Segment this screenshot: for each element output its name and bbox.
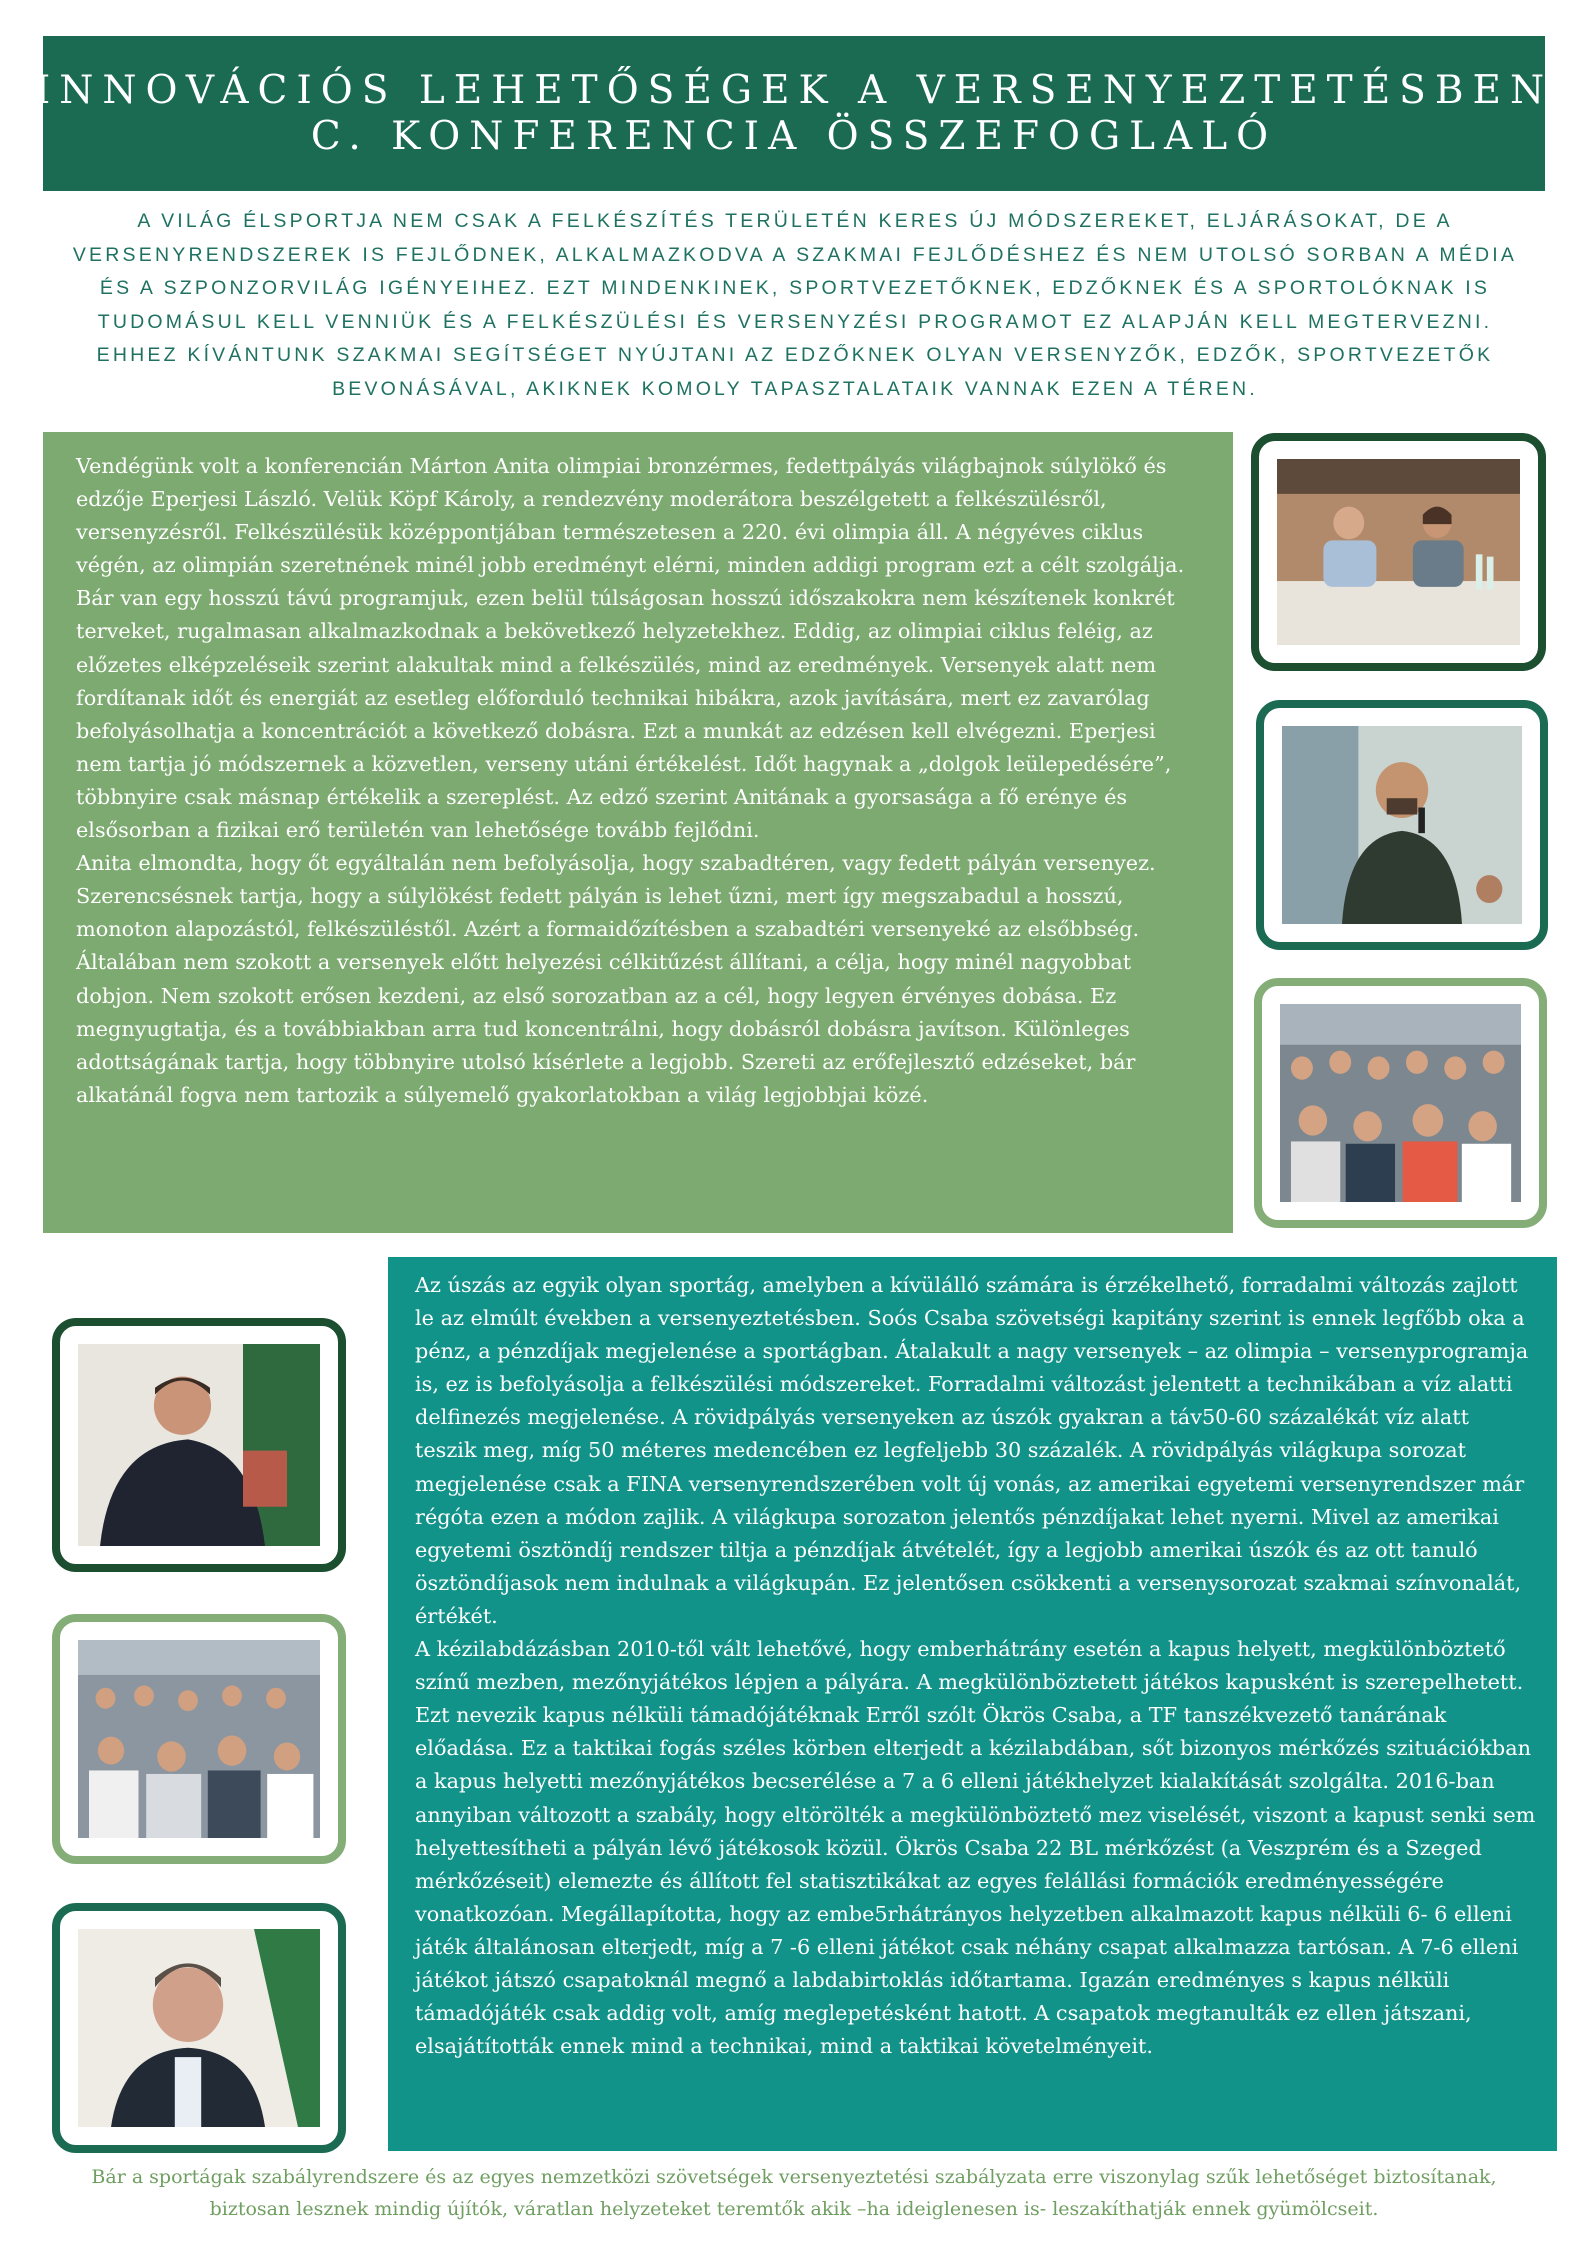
closing-note-line-1: Bár a sportágak szabályrendszere és az egyes nemzetközi szövetségek versenyeztetési szabályzata erre viszonylag szűk lehetőséget biztosítanak, [91,2166,1497,2188]
photo-speaker-lectern [52,1318,346,1572]
closing-note [60,2161,1528,2225]
swimming-handball-section [388,1257,1557,2151]
photo-man-microphone [1256,700,1548,950]
photo-panel-speakers-image [1277,459,1520,645]
photo-audience-front-image [1280,1004,1521,1202]
title-banner [34,36,1554,191]
photo-speaker-lectern-image [78,1344,320,1546]
athletics-section [43,432,1233,1233]
photo-man-microphone-image [1282,726,1522,924]
swimming-paragraph: Az úszás az egyik olyan sportág, amelyben a kívülálló számára is érzékelhető, forradalmi változás zajlott le az elmúlt években a versenyeztetésben. Soós Csaba szövetségi kapitány szerint is ennek legfőbb oka a pénz, a pénzdíjak megjelenése a sportágban. Átalakult a nagy versenyek – az olimpia – versenyprogramja is, ez is befolyásolja a felkészülési módszereket. Forradalmi változást jelentett a technikában a víz alatti delfinezés megjelenése. A rövidpályás versenyeken az úszók gyakran a táv50-60 százalékát víz alatt teszik meg, míg 50 méteres medencében ez legfeljebb 30 százalék. A rövidpályás világkupa sorozat megjelenése csak a FINA versenyrendszerében volt új vonás, az amerikai egyetemi versenyrendszer már régóta ezen a módon zajlik. A világkupa sorozaton jelentős pénzdíjakat lehet nyerni. Mivel az amerikai egyetemi ösztöndíj rendszer tiltja a pénzdíjak átvételét, így a legjobb amerikai úszók és az ott tanuló ösztöndíjasok nem indulnak a világkupán. Ez jelentősen csökkenti a versenysorozat szakmai színvonalát, értékét. [415,1273,1529,1628]
athletics-paragraph-1: Vendégünk volt a konferencián Márton Anita olimpiai bronzérmes, fedettpályás világbajnok súlylökő és edzője Eperjesi László. Velük Köpf Károly, a rendezvény moderátora beszélgetett a felkészülésről, versenyzésről. Felkészülésük középpontjában természetesen a 220. évi olimpia áll. A négyéves ciklus végén, az olimpián szeretnének minél jobb eredményt elérni, minden addigi program ezt a célt szolgálja. Bár van egy hosszú távú programjuk, ezen belül túlságosan hosszú időszakokra nem készítenek konkrét terveket, rugalmasan alkalmazkodnak a bekövetkező helyzetekhez. Eddig, az olimpiai ciklus feléig, az előzetes elképzeléseik szerint alakultak mind a felkészülés, mind az eredmények. Versenyek alatt nem fordítanak időt és energiát az esetleg előforduló technikai hibákra, azok javítására, mert ez zavarólag befolyásolhatja a koncentrációt a következő dobásra. Ezt a munkát az edzésen kell elvégezni. Eperjesi nem tartja jó módszernek a közvetlen, verseny utáni értékelést. Időt hagynak a „dolgok leülepedésére”, többnyire csak másnap értékelik a szereplést. Az edző szerint Anitának a gyorsasága a fő erénye és elsősorban a fizikai erő területén van lehetősége tovább fejlődni. [76,454,1185,843]
closing-note-line-2: biztosan lesznek mindig újítók, váratlan helyzeteket teremtők akik –ha ideiglenesen is- leszakíthatják ennek gyümölcseit. [209,2198,1379,2220]
page-subtitle: C. KONFERENCIA ÖSSZEFOGLALÓ [310,113,1278,159]
photo-man-speaking-image [78,1929,320,2127]
athletics-paragraph-2: Anita elmondta, hogy őt egyáltalán nem befolyásolja, hogy szabadtéren, vagy fedett pályán versenyez. Szerencsésnek tartja, hogy a súlylökést fedett pályán is lehet űzni, mert így megszabadul a hosszú, monoton alapozástól, felkészüléstől. Azért a formaidőzítésben a szabadtéri versenyeké az elsőbbség. Általában nem szokott a versenyek előtt helyezési célkitűzést állítani, a célja, hogy minél nagyobbat dobjon. Nem szokott erősen kezdeni, az első sorozatban az a cél, hogy legyen érvényes dobása. Ez megnyugtatja, és a továbbiakban arra tud koncentrálni, hogy dobásról dobásra javítson. Különleges adottságának tartja, hogy többnyire utolsó kísérlete a legjobb. Szereti az erőfejlesztő edzéseket, bár alkatánál fogva nem tartozik a súlyemelő gyakorlatokban a világ legjobbjai közé. [76,851,1156,1107]
photo-panel-speakers [1251,433,1546,671]
handball-paragraph: A kézilabdázásban 2010-től vált lehetővé, hogy emberhátrány esetén a kapus helyett, megkülönböztető színű mezben, mezőnyjátékos lépjen a pályára. A megkülönböztetett játékos kapusként is szerepelhetett. Ezt nevezik kapus nélküli támadójátéknak Erről szólt Ökrös Csaba, a TF tanszékvezető tanárának előadása. Ez a taktikai fogás széles körben elterjedt a kézilabdában, sőt bizonyos mérkőzés szituációkban a kapus helyetti mezőnyjátékos becserélése a 7 a 6 elleni játékhelyzet kialakítását szolgálta. 2016-ban annyiban változott a szabály, hogy eltörölték a megkülönböztető mez viselését, viszont a kapust senki sem helyettesítheti a pályán lévő játékosok közül. Ökrös Csaba 22 BL mérkőzést (a Veszprém és a Szeged mérkőzéseit) elemezte és állított fel statisztikákat az egyes felállási formációk eredményességére vonatkozóan. Megállapította, hogy az embe5rhátrányos helyzetben alkalmazott kapus nélküli 6- 6 elleni játék általánosan elterjedt, míg a 7 -6 elleni játékot csak néhány csapat alkalmazza tartósan. A 7-6 elleni játékot játszó csapatoknál megnő a labdabirtoklás időtartama. Igazán eredményes s kapus nélküli támadójáték csak addig volt, amíg meglepetésként hatott. A csapatok megtanulták ez ellen játszani, elsajátították ennek mind a technikai, mind a taktikai követelményeit. [415,1637,1536,2059]
photo-audience-front [1254,978,1547,1228]
intro-text: A VILÁG ÉLSPORTJA NEM CSAK A FELKÉSZÍTÉS TERÜLETÉN KERES ÚJ MÓDSZEREKET, ELJÁRÁSOKAT, DE A VERSENYRENDSZEREK IS FEJLŐDNEK, ALKALMAZKODVA A SZAKMAI FEJLŐDÉSHEZ ÉS NEM UTOLSÓ SORBAN A MÉDIA ÉS A SZPONZORVILÁG IGÉNYEIHEZ. EZT MINDENKINEK, SPORTVEZETŐKNEK, EDZŐKNEK ÉS A SPORTOLÓKNAK IS TUDOMÁSUL KELL VENNIÜK ÉS A FELKÉSZÜLÉSI ÉS VERSENYZÉSI PROGRAMOT EZ ALAPJÁN KELL MEGTERVEZNI. EHHEZ KÍVÁNTUNK SZAKMAI SEGÍTSÉGET NYÚJTANI AZ EDZŐKNEK OLYAN VERSENYZŐK, EDZŐK, SPORTVEZETŐK BEVONÁSÁVAL, AKIKNEK KOMOLY TAPASZTALATAIK VANNAK EZEN A TÉREN. [72,210,1518,400]
photo-audience-seated-image [78,1640,320,1838]
photo-man-speaking [52,1903,346,2153]
page-title: INNOVÁCIÓS LEHETŐSÉGEK A VERSENYEZTETÉSBEN [34,67,1554,113]
photo-audience-seated [52,1614,346,1864]
